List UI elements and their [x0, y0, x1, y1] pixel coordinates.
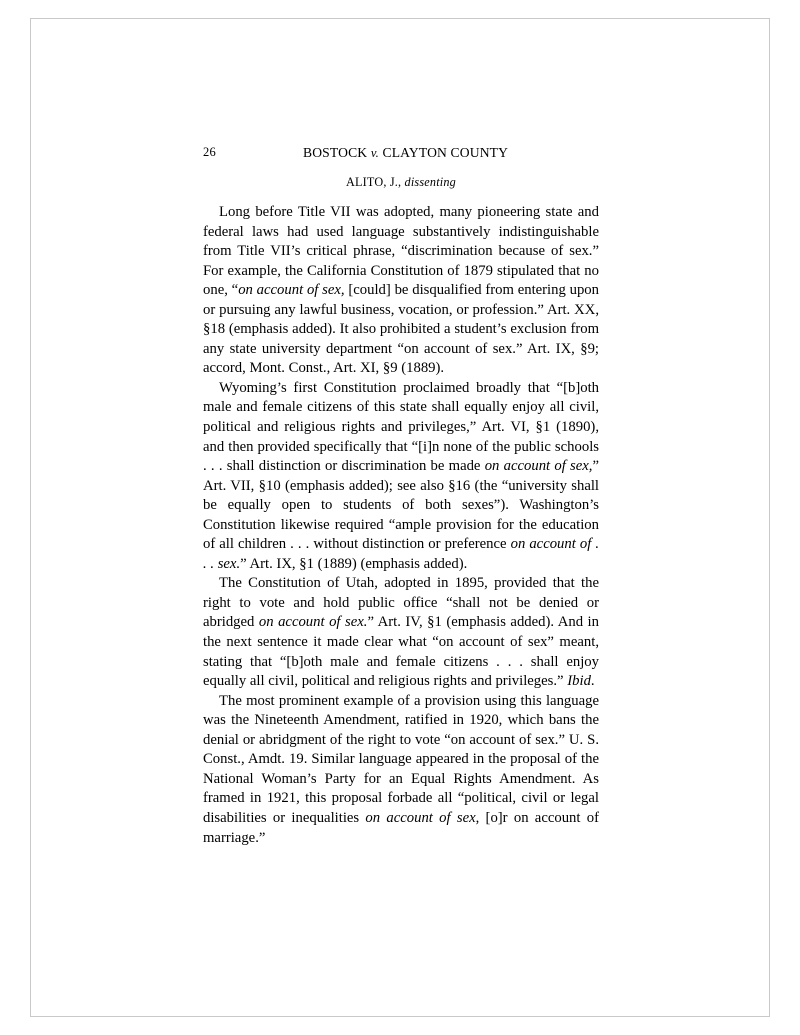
opinion-role: dissenting	[404, 175, 456, 189]
body-text-run: ” Art. IV, §1 (emphasis added). And in the next sentence it made clear what “on account of sex” meant, stating that “[b]oth male and female citizens . . . shall enjoy equally all civil, political and religious rights and privileges.”	[203, 614, 599, 690]
body-text-run: Wyoming’s first Constitution proclaimed broadly that “[b]oth male and female citizens of this state shall equally enjoy all civil, political and religious rights and privileges,” Art. VI, §1 (1890), and then provided specifically that “[i]n none of the public schools . . . shall distinction or discrimination be made	[203, 379, 599, 475]
opinion-subhead	[203, 175, 599, 190]
emphasis-text: on account of sex.	[258, 614, 368, 631]
running-head	[203, 143, 599, 165]
emphasis-text: on account of . . . sex.	[203, 536, 600, 572]
body-text-run: ” Art. VII, §10 (emphasis added); see also §16 (the “university shall be equally open to students of both sexes”). Washington’s Constitution likewise required “ample provision for the education of all children . . . without distinction or preference	[203, 458, 599, 553]
page-content	[203, 143, 599, 848]
paragraph	[203, 203, 599, 379]
case-name-versus: v.	[370, 146, 379, 160]
body-text-run: [could] be disqualified from entering upon or pursuing any lawful business, vocation, or profession.” Art. XX, §18 (emphasis added). It also prohibited a student’s exclusion from any state university department “on account of sex.” Art. IX, §9; accord, Mont. Const., Art. XI, §9 (1889).	[203, 282, 599, 377]
body-text-run: The most prominent example of a provision using this language was the Nineteenth Amendment, ratified in 1920, which bans the denial or abridgment of the right to vote “on account of sex.” U. S. Const., Amdt. 19. Similar language appeared in the proposal of the National Woman’s Party for an Equal Rights Amendment. As framed in 1921, this proposal forbade all “political, civil or legal disabilities or inequalities	[203, 692, 599, 826]
paragraph	[203, 379, 599, 574]
opinion-author: ALITO, J.,	[346, 175, 402, 189]
case-name-respondent: CLAYTON COUNTY	[382, 145, 509, 160]
running-head-title	[303, 145, 599, 161]
emphasis-text: on account of sex,	[238, 282, 345, 299]
paragraph	[203, 574, 599, 691]
case-name-petitioner: BOSTOCK	[303, 145, 368, 160]
body-text-run: ” Art. IX, §1 (1889) (emphasis added).	[240, 555, 468, 572]
body-text-run: , [o]r on account of marriage.”	[203, 809, 599, 846]
paragraph	[203, 692, 599, 848]
emphasis-text: on account of sex	[365, 809, 476, 826]
body-text-run: .	[590, 673, 595, 690]
body-text-run: Long before Title VII was adopted, many pioneering state and federal laws had used language substantively indistinguishable from Title VII’s critical phrase, “discrimination because of sex.” For example, the California Constitution of 1879 stipulated that no one, “	[203, 204, 599, 299]
emphasis-text: Ibid	[567, 673, 591, 690]
body-text-run: The Constitution of Utah, adopted in 1895, provided that the right to vote and hold public office “shall not be denied or abridged	[203, 575, 599, 631]
emphasis-text: on account of sex,	[484, 458, 593, 475]
opinion-body	[203, 203, 599, 848]
page-number: 26	[203, 145, 216, 159]
